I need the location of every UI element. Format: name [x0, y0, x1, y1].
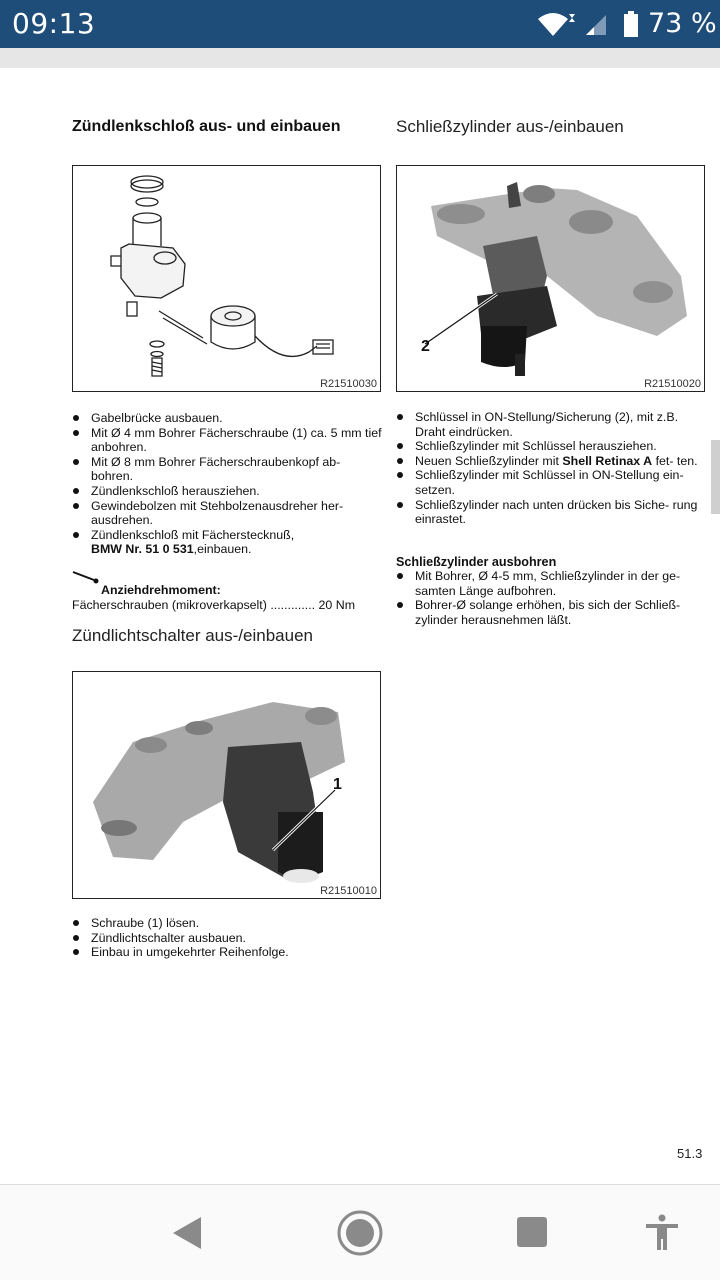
recents-icon[interactable] [516, 1216, 548, 1248]
list-item: Gewindebolzen mit Stehbolzenausdreher her- ausdrehen. [72, 499, 382, 528]
list-item: Schraube (1) lösen. [72, 916, 382, 931]
list-item: Zündlichtschalter ausbauen. [72, 931, 382, 946]
figure-light-switch [72, 671, 381, 899]
torque-title: Anziehdrehmoment: [101, 583, 221, 597]
torque-dots: ............. [266, 598, 319, 612]
figure-ignition-lock-exploded [72, 165, 381, 392]
accessibility-icon[interactable] [644, 1214, 680, 1252]
list-item: Mit Ø 8 mm Bohrer Fächerschraubenkopf ab- bohren. [72, 455, 382, 484]
figure-callout: 2 [421, 338, 430, 355]
figure-code: R21510010 [320, 885, 377, 897]
torque-wrench-icon [72, 570, 100, 584]
list-item: Bohrer-Ø solange erhöhen, bis sich der Schließ- zylinder herausnehmen läßt. [396, 598, 708, 627]
list-item [396, 454, 708, 469]
document-page[interactable] [0, 68, 720, 1184]
list-item-tail: ,einbauen. [193, 542, 252, 557]
list-item: Schließzylinder mit Schlüssel herausziehen. [396, 439, 708, 454]
home-icon[interactable] [336, 1209, 384, 1257]
figure-callout: 1 [333, 776, 342, 793]
list-item-tail: fet- ten. [652, 453, 698, 468]
lubricant-name: Shell Retinax A [562, 453, 653, 468]
status-bar [0, 0, 720, 48]
torque-spec-line [72, 598, 355, 612]
list-item: Schließzylinder nach unten drücken bis Siche- rung einrastet. [396, 498, 708, 527]
lock-cylinder-photo [397, 166, 705, 392]
section-heading-light-switch: Zündlichtschalter aus-/einbauen [72, 626, 313, 645]
battery-icon [624, 11, 638, 37]
list-item: Gabelbrücke ausbauen. [72, 411, 382, 426]
list-item: Zündlenkschloß herausziehen. [72, 484, 382, 499]
page-number: 51.3 [677, 1146, 703, 1161]
battery-percentage: 73 % [648, 8, 717, 39]
list-item: Mit Ø 4 mm Bohrer Fächerschraube (1) ca. 5 mm tief anbohren. [72, 426, 382, 455]
list-item-text: Neuen Schließzylinder mit [415, 453, 563, 468]
wifi-icon [536, 10, 576, 38]
signal-icon [584, 12, 608, 36]
scroll-edge-handle[interactable] [711, 440, 720, 514]
subheading-drill-out: Schließzylinder ausbohren [396, 555, 557, 569]
part-number: BMW Nr. 51 0 531 [91, 542, 194, 557]
instruction-list-lock-cylinder [396, 410, 708, 527]
torque-value: 20 Nm [318, 598, 356, 612]
list-item: Schließzylinder mit Schlüssel in ON-Stellung ein- setzen. [396, 468, 708, 497]
instruction-list-light-switch [72, 916, 382, 960]
list-item-text: Zündlenkschloß mit Fächerstecknuß, [91, 527, 295, 542]
section-heading-lock-cylinder: Schließzylinder aus-/einbauen [396, 117, 624, 136]
list-item [72, 528, 382, 557]
section-heading-ignition-lock: Zündlenkschloß aus- und einbauen [72, 118, 341, 135]
navigation-bar [0, 1184, 720, 1280]
figure-code: R21510030 [320, 378, 377, 390]
ignition-lock-diagram [73, 166, 381, 392]
list-item: Schlüssel in ON-Stellung/Sicherung (2), mit z.B. Draht eindrücken. [396, 410, 708, 439]
list-item: Mit Bohrer, Ø 4-5 mm, Schließzylinder in der ge- samten Länge aufbohren. [396, 569, 708, 598]
clock: 09:13 [12, 7, 96, 40]
list-item: Einbau in umgekehrter Reihenfolge. [72, 945, 382, 960]
instruction-list-ignition-lock [72, 411, 382, 557]
viewer-top-strip [0, 48, 720, 68]
figure-code: R21510020 [644, 378, 701, 390]
figure-lock-cylinder [396, 165, 705, 392]
torque-label: Fächerschrauben (mikroverkapselt) [72, 598, 267, 612]
instruction-list-drill-out [396, 569, 708, 627]
back-icon[interactable] [170, 1215, 204, 1251]
